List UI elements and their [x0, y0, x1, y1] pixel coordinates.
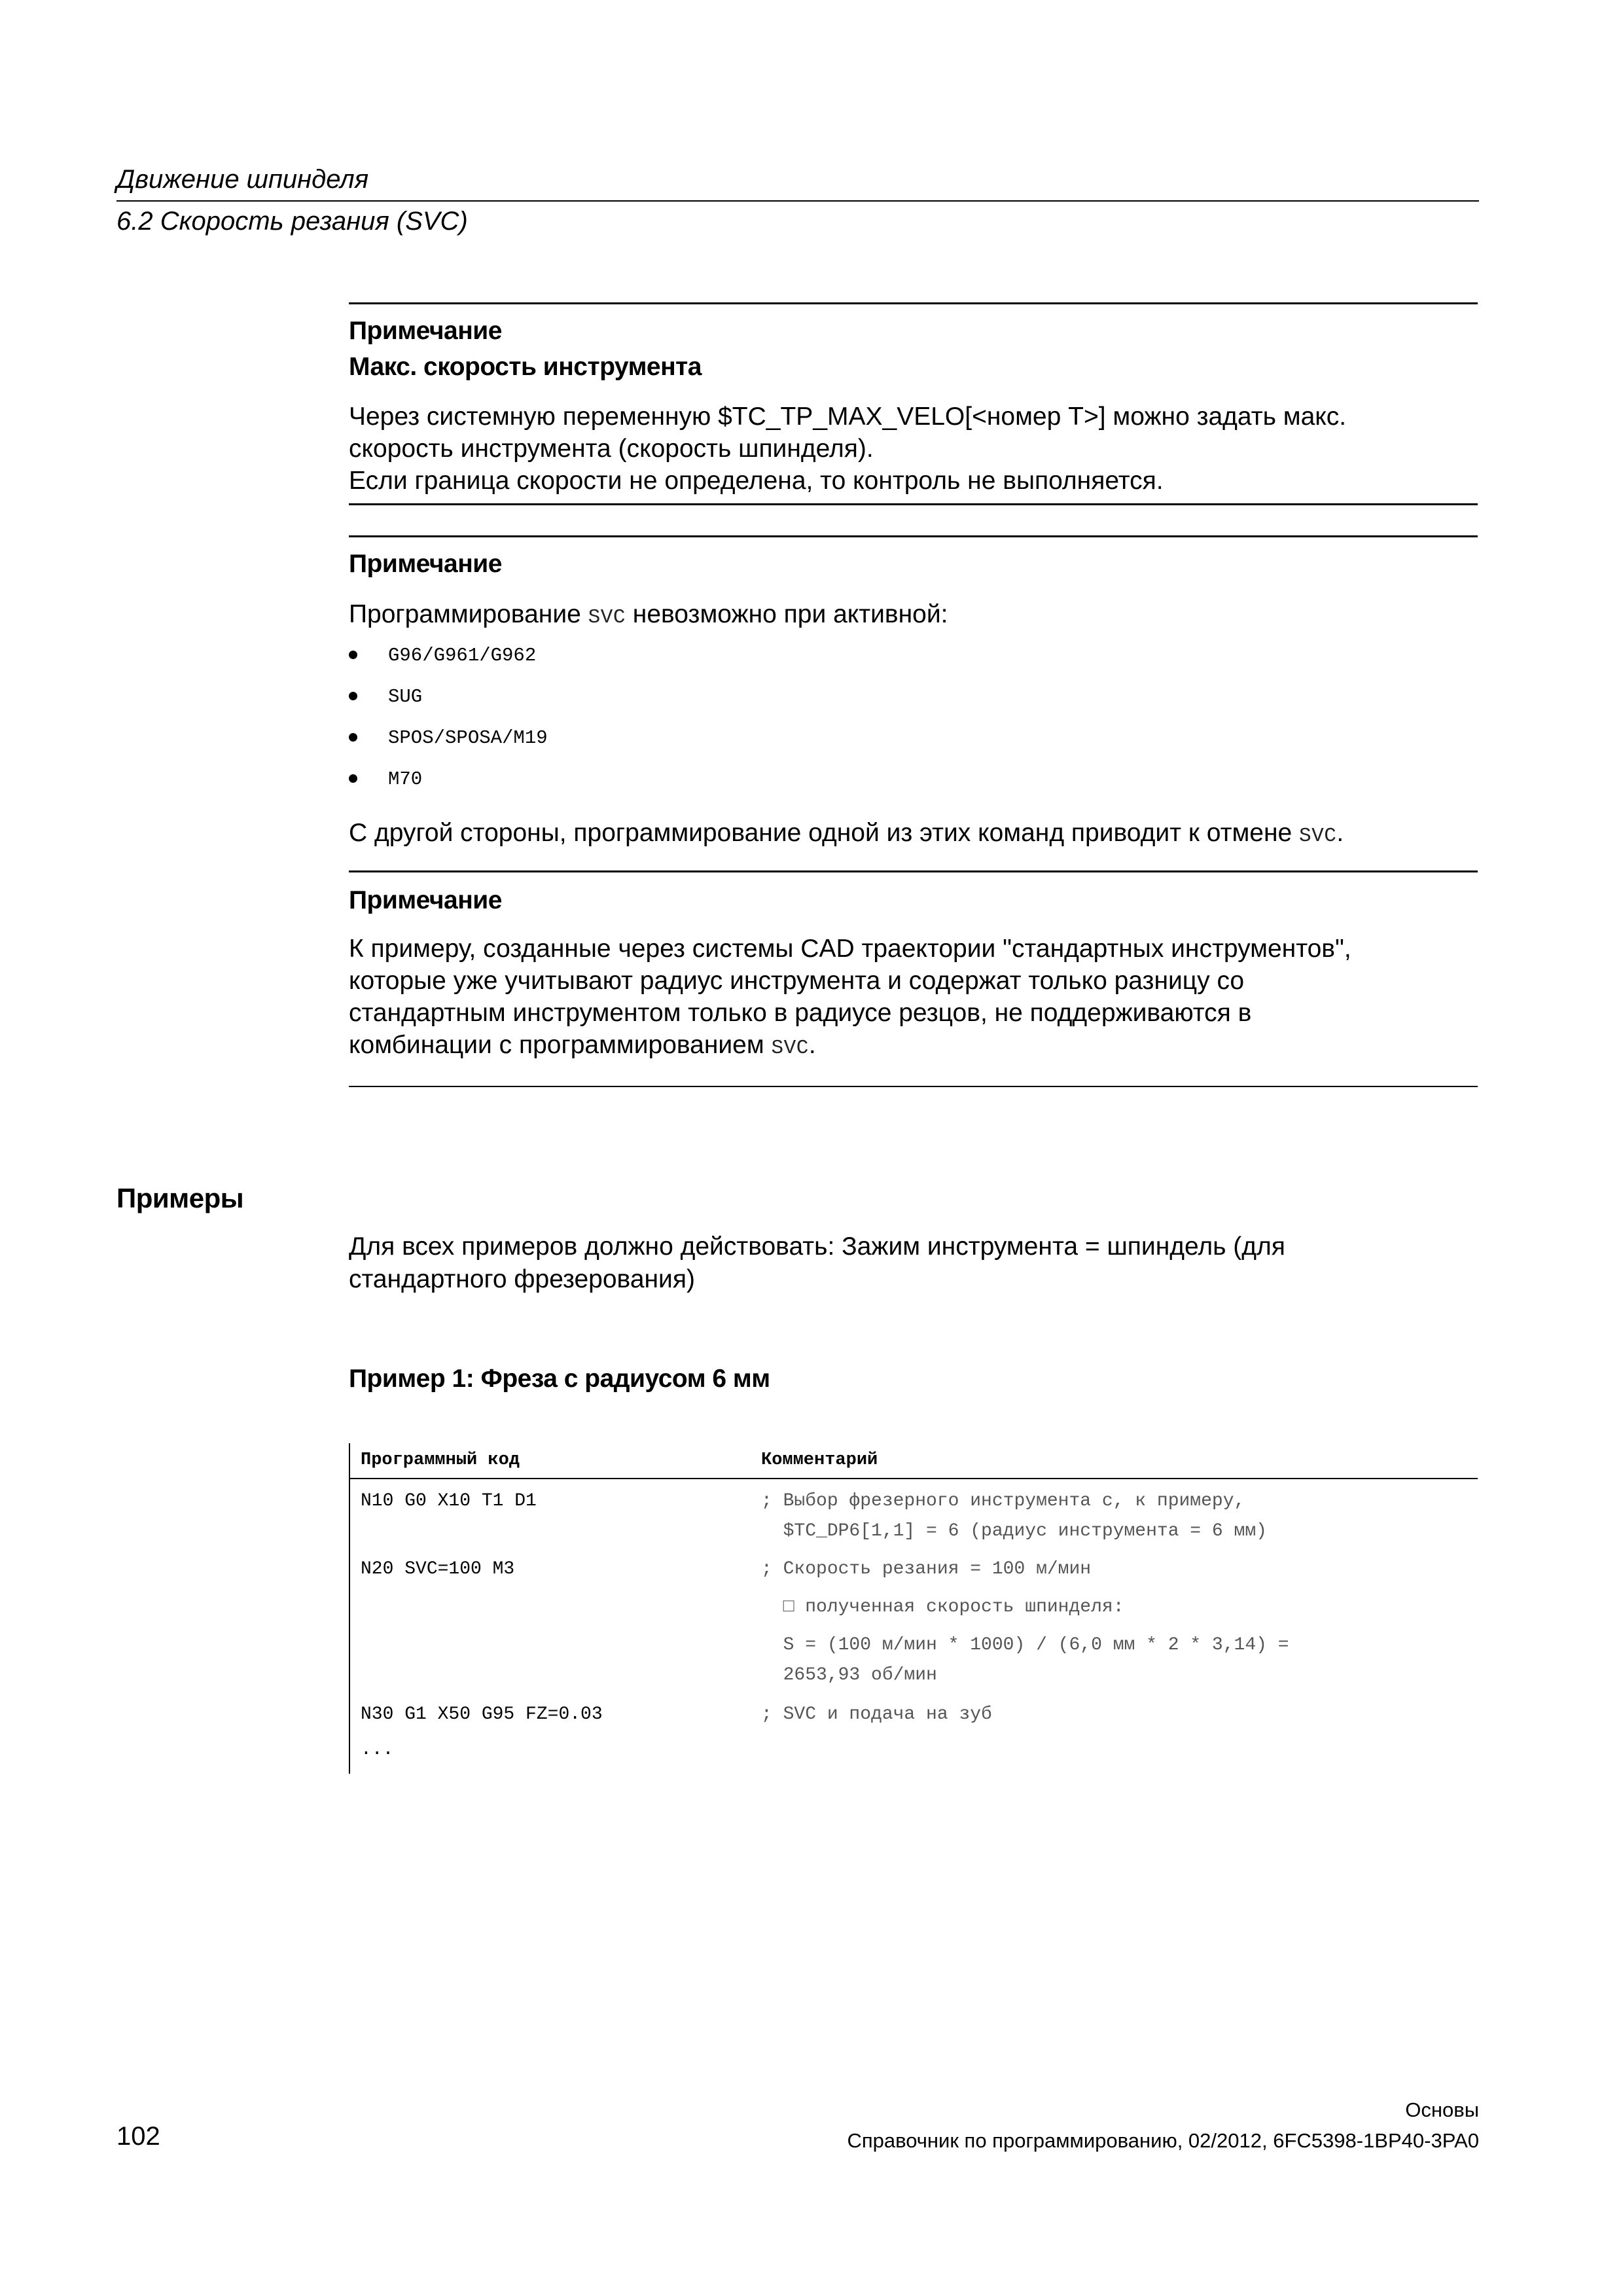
table-left-border	[349, 1443, 350, 1774]
note-top-rule	[349, 302, 1478, 304]
note-outro: С другой стороны, программирование одной из этих команд приводит к отмене SVC.	[349, 819, 1344, 848]
list-item: M70	[349, 759, 548, 800]
note-cad-tools	[349, 870, 1478, 1090]
note-line: Если граница скорости не определена, то контроль не выполняется.	[349, 467, 1164, 495]
note-subtitle: Макс. скорость инструмента	[349, 353, 702, 381]
note-svc-restrictions	[349, 535, 1478, 856]
column-header-comment: Комментарий	[761, 1450, 878, 1470]
list-item: SPOS/SPOSA/M19	[349, 717, 548, 759]
table-row-code: N10 G0 X10 T1 D1	[361, 1491, 537, 1511]
examples-intro: Для всех примеров должно действовать: Зажим инструмента = шпиндель (для стандартного фрезерования)	[349, 1232, 1285, 1293]
note-bottom-rule	[349, 1086, 1478, 1087]
table-row-comment: ; SVC и подача на зуб	[761, 1704, 992, 1725]
table-header-rule	[349, 1478, 1478, 1479]
column-header-code: Программный код	[361, 1450, 520, 1470]
footer-manual-name: Основы	[1405, 2098, 1479, 2121]
header-divider	[116, 200, 1479, 202]
note-intro: Программирование SVC невозможно при активной:	[349, 600, 948, 629]
note-line: скорость инструмента (скорость шпинделя).	[349, 435, 874, 463]
command-list	[349, 635, 548, 800]
table-row-code: N20 SVC=100 M3	[361, 1559, 515, 1579]
table-row-code: ...	[361, 1740, 394, 1760]
note-bottom-rule	[349, 503, 1478, 505]
list-item: SUG	[349, 676, 548, 717]
table-row-comment: 2653,93 об/мин	[761, 1665, 937, 1685]
running-header-chapter: Движение шпинделя	[116, 165, 369, 194]
table-row-comment: S = (100 м/мин * 1000) / (6,0 мм * 2 * 3,14) =	[761, 1635, 1289, 1655]
note-title: Примечание	[349, 550, 502, 578]
section-heading: Примеры	[116, 1183, 244, 1213]
inline-code: SVC	[771, 1037, 809, 1060]
note-line: которые уже учитывают радиус инструмента и содержат только разницу со	[349, 967, 1245, 995]
table-row-code: N30 G1 X50 G95 FZ=0.03	[361, 1704, 603, 1725]
note-line: К примеру, созданные через системы CAD траектории "стандартных инструментов",	[349, 935, 1351, 963]
note-line: стандартным инструментом только в радиусе резцов, не поддерживаются в	[349, 999, 1252, 1027]
inline-code: SVC	[1299, 825, 1337, 848]
running-header-section: 6.2 Скорость резания (SVC)	[116, 207, 468, 236]
note-top-rule	[349, 535, 1478, 537]
table-row-comment: ; Выбор фрезерного инструмента с, к примеру,	[761, 1491, 1245, 1511]
code-table	[349, 1443, 1478, 1774]
note-line: Через системную переменную $TC_TP_MAX_VELO[<номер T>] можно задать макс.	[349, 403, 1347, 431]
table-row-comment: $TC_DP6[1,1] = 6 (радиус инструмента = 6 мм)	[761, 1521, 1267, 1541]
note-title: Примечание	[349, 317, 502, 345]
note-line: комбинации с программированием SVC.	[349, 1031, 816, 1060]
example-title: Пример 1: Фреза с радиусом 6 мм	[349, 1365, 770, 1393]
note-title: Примечание	[349, 886, 502, 914]
list-item: G96/G961/G962	[349, 635, 548, 676]
inline-code: SVC	[588, 606, 626, 629]
table-row-comment: ; Скорость резания = 100 м/мин	[761, 1559, 1092, 1579]
note-body	[349, 933, 1478, 1064]
note-top-rule	[349, 870, 1478, 872]
footer-publication: Справочник по программированию, 02/2012, 6FC5398-1BP40-3PA0	[847, 2129, 1479, 2152]
page-number: 102	[116, 2122, 160, 2151]
note-body	[349, 401, 1478, 497]
note-max-tool-speed	[349, 302, 1478, 507]
table-row-comment: □ полученная скорость шпинделя:	[761, 1597, 1124, 1617]
